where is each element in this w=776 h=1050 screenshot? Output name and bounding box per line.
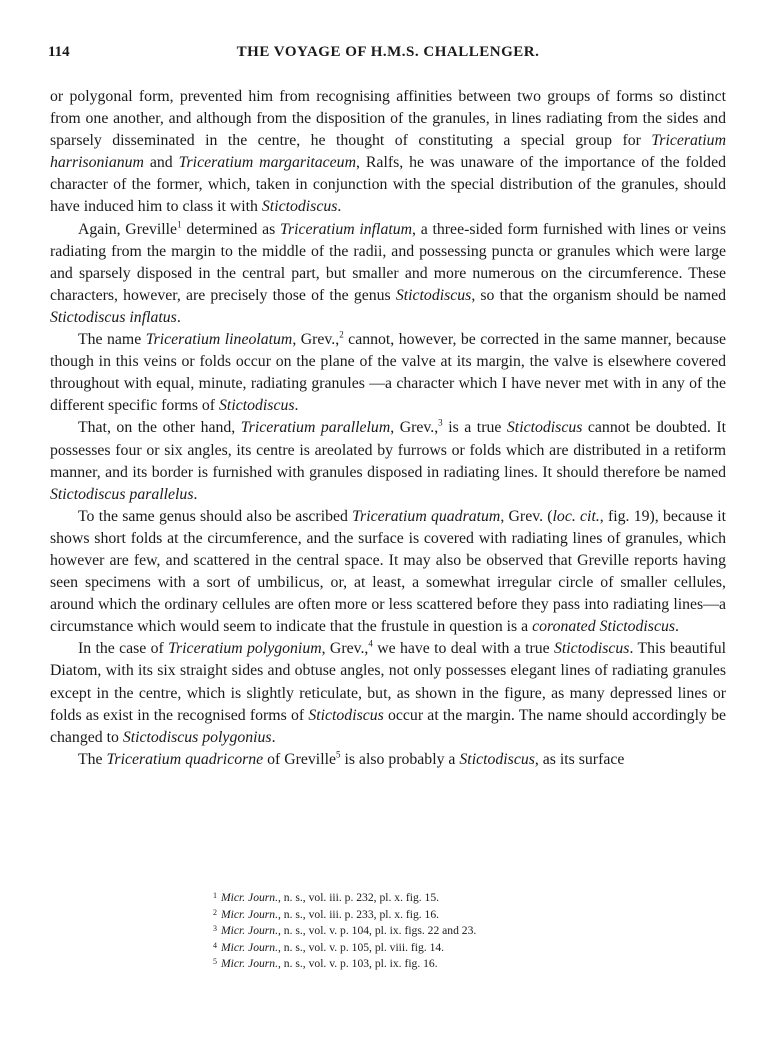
- footnote-citation: , n. s., vol. v. p. 104, pl. ix. figs. 22 and 23.: [278, 924, 477, 938]
- running-title: THE VOYAGE OF H.M.S. CHALLENGER.: [236, 44, 540, 60]
- footnote: [213, 923, 633, 940]
- footnote-mark: 4: [213, 940, 217, 950]
- footnote-journal: Micr. Journ.: [221, 924, 278, 938]
- footnote: [213, 940, 633, 957]
- italic-text: Triceratium margaritaceum: [178, 154, 356, 172]
- footnote-journal: Micr. Journ.: [221, 907, 278, 921]
- footnote-ref: 1: [177, 219, 182, 230]
- italic-text: Stictodiscus: [553, 640, 630, 658]
- body-paragraph: [50, 86, 726, 219]
- text-run: , so that the organism should be named: [471, 286, 727, 304]
- footnotes: [213, 890, 633, 973]
- text-run: , as its surface: [534, 750, 625, 768]
- italic-text: coronated Stictodiscus: [532, 618, 676, 636]
- text-run: To the same genus should also be ascribed: [78, 507, 353, 525]
- footnote-citation: , n. s., vol. iii. p. 233, pl. x. fig. 16.: [278, 907, 440, 921]
- italic-text: Stictodiscus: [506, 419, 583, 437]
- text-run: , fig. 19), because it shows short folds at the circumference, and the surface is covered with radiating lines of granules, which however are few, and scattered in the central space. It may also be observed that Greville reports having seen specimens with a sort of umbilicus, or, at least, a somewhat irregular circle of smaller cellules, around which the ordinary cellules are often more or less scattered before they pass into radiating lines—a circumstance which would seem to indicate that the frustule in question is a: [50, 507, 726, 636]
- text-run: .: [271, 728, 276, 746]
- italic-text: Stictodiscus: [459, 750, 535, 768]
- footnote-ref: 3: [438, 418, 443, 429]
- footnote: [213, 956, 633, 973]
- footnote: [213, 890, 633, 907]
- body-text: [50, 86, 726, 771]
- footnote-journal: Micr. Journ.: [221, 891, 278, 904]
- italic-text: loc. cit.: [552, 507, 600, 525]
- footnote: [213, 907, 633, 924]
- text-run: , Grev. (: [500, 507, 553, 525]
- italic-text: Triceratium parallelum: [240, 419, 391, 437]
- footnote-citation: , n. s., vol. v. p. 103, pl. ix. fig. 16.: [278, 957, 438, 971]
- text-run: is a true: [442, 419, 507, 437]
- footnote-journal: Micr. Journ.: [221, 940, 278, 954]
- text-run: The name: [78, 331, 146, 349]
- footnote-ref: 5: [336, 749, 341, 760]
- body-paragraph: [50, 219, 726, 329]
- text-run: of Greville: [263, 750, 336, 768]
- body-paragraph: [50, 749, 726, 771]
- text-run: occur at the margin. The name should accordingly be changed to: [50, 706, 726, 746]
- text-run: The: [78, 750, 107, 768]
- footnote-mark: 2: [213, 907, 217, 917]
- footnote-ref: 4: [368, 639, 373, 650]
- running-header: [48, 44, 728, 68]
- text-run: .: [337, 198, 342, 216]
- body-paragraph: [50, 417, 726, 505]
- text-run: .: [176, 308, 181, 326]
- footnote-journal: Micr. Journ.: [221, 957, 278, 971]
- text-run: is also probably a: [340, 750, 460, 768]
- text-run: cannot, however, be corrected in the same manner, because though in this veins or folds occur on the plane of the valve at its margin, the valve is elsewhere covered throughout with equal, minute, radiating granules —a character which I have never met with in any of the different specific forms of: [50, 331, 727, 415]
- text-run: , Grev.,: [390, 419, 439, 437]
- italic-text: Stictodiscus polygonius: [122, 728, 272, 746]
- text-run: , Grev.,: [321, 640, 369, 658]
- footnote-mark: 1: [213, 891, 217, 900]
- italic-text: Stictodiscus: [308, 706, 384, 724]
- text-run: and: [143, 154, 179, 172]
- text-run: or polygonal form, prevented him from recognising affinities between two groups of forms so distinct from one another, and although from the disposition of the granules, in lines radiating from the sides and sparsely disseminated in the centre, he thought of constituting a special group for: [50, 88, 726, 150]
- italic-text: Triceratium lineolatum: [145, 331, 293, 349]
- page-number: 114: [48, 44, 70, 60]
- text-run: we have to deal with a true: [372, 640, 554, 658]
- text-run: Again, Greville: [78, 220, 178, 238]
- italic-text: Triceratium harrisonianum: [50, 132, 726, 172]
- footnote-mark: 3: [213, 924, 217, 934]
- italic-text: Stictodiscus: [261, 198, 338, 216]
- body-paragraph: [50, 506, 726, 639]
- italic-text: Stictodiscus: [395, 286, 472, 304]
- italic-text: Stictodiscus inflatus: [50, 308, 177, 326]
- italic-text: Triceratium quadratum: [352, 507, 501, 525]
- text-run: determined as: [181, 220, 281, 238]
- footnote-mark: 5: [213, 957, 217, 967]
- text-run: . This beautiful Diatom, with its six straight sides and obtuse angles, not only possesses elegant lines of radiating granules except in the centre, which is slightly reticulate, but, as shown in the figure, as many depressed lines or folds as exist in the recognised forms of: [50, 640, 726, 724]
- text-run: That, on the other hand,: [78, 419, 241, 437]
- italic-text: Triceratium polygonium: [168, 640, 322, 658]
- text-run: cannot be doubted. It possesses four or six angles, its centre is areolated by furrows or folds which are distributed in a retiform manner, and its border is furnished with granules disposed in radiating lines. It should therefore be named: [50, 419, 727, 481]
- text-run: .: [193, 485, 198, 503]
- footnote-citation: , n. s., vol. v. p. 105, pl. viii. fig. 14.: [278, 940, 445, 954]
- italic-text: Stictodiscus parallelus: [50, 485, 194, 503]
- text-run: .: [294, 397, 299, 415]
- text-run: .: [675, 618, 679, 636]
- italic-text: Triceratium quadricorne: [106, 750, 264, 768]
- italic-text: Triceratium inflatum: [280, 220, 413, 238]
- text-run: In the case of: [78, 640, 169, 658]
- body-paragraph: [50, 329, 726, 417]
- text-run: , Ralfs, he was unaware of the importance of the folded character of the former, which, taken in conjunction with the special distribution of the granules, should have induced him to class it with: [50, 154, 726, 216]
- text-run: , Grev.,: [292, 331, 340, 349]
- text-run: , a three-sided form furnished with lines or veins radiating from the margin to the middle of the radii, and possessing puncta or granules which were large and sparsely disposed in the central part, but smaller and more numerous on the circumference. These characters, however, are precisely those of the genus: [50, 220, 726, 304]
- body-paragraph: [50, 638, 726, 748]
- footnote-ref: 2: [339, 329, 344, 340]
- italic-text: Stictodiscus: [219, 397, 295, 415]
- footnote-citation: , n. s., vol. iii. p. 232, pl. x. fig. 15.: [278, 891, 440, 904]
